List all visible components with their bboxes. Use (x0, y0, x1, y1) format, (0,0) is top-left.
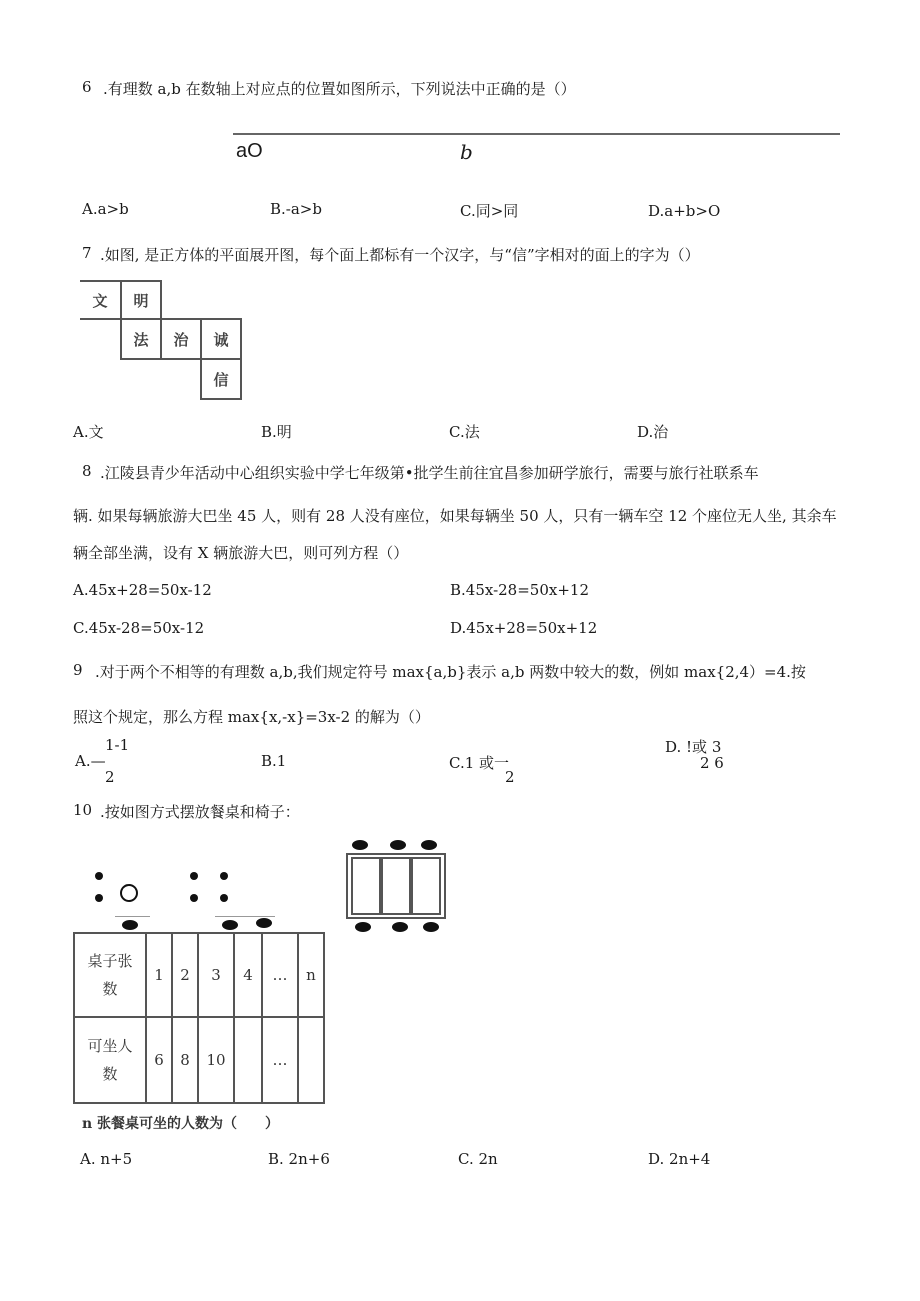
chair-oval (256, 918, 272, 928)
table-cell: 8 (172, 1017, 198, 1103)
q8-number: 8 (82, 462, 92, 480)
chair-dot (220, 872, 228, 880)
q6-number: 6 (82, 78, 92, 96)
cube-face-wen: 文 (80, 280, 122, 320)
q9-option-a-numerator: 1-1 (105, 736, 130, 754)
q7-option-c[interactable]: C.法 (449, 423, 480, 441)
table-cell: 3 (198, 933, 234, 1017)
chair-dot (190, 872, 198, 880)
q7-text: .如图, 是正方体的平面展开图，每个面上都标有一个汉字，与“信”字相对的面上的字为（） (100, 246, 700, 264)
q8-line3: 辆全部坐满，设有 X 辆旅游大巴，则可列方程（） (73, 544, 409, 562)
q9-option-c-label: C.1 或一 (449, 754, 510, 772)
seating-table (73, 932, 325, 1104)
chair-oval (222, 920, 238, 930)
q9-option-d-bottom: 2 6 (700, 754, 724, 772)
chair-dot (95, 894, 103, 902)
table-1 (351, 857, 381, 915)
chair-dot (220, 894, 228, 902)
q7-option-d[interactable]: D.治 (637, 423, 669, 441)
q10-text: .按如图方式摆放餐桌和椅子： (100, 803, 300, 821)
q7-option-a[interactable]: A.文 (73, 423, 104, 441)
table-cell (298, 1017, 324, 1103)
q10-number: 10 (73, 801, 93, 819)
table-cell: 2 (172, 933, 198, 1017)
q10-option-a[interactable]: A. n+5 (80, 1150, 133, 1168)
chair-oval (390, 840, 406, 850)
row-label-tables: 桌子张 数 (74, 933, 146, 1017)
table-cell: 1 (146, 933, 172, 1017)
q6-option-c[interactable]: C.同>同 (460, 202, 519, 220)
table-cell: n (298, 933, 324, 1017)
q9-option-c-denominator: 2 (505, 768, 515, 786)
q10-question: n 张餐桌可坐的人数为（ ） (82, 1116, 280, 1132)
q8-option-d[interactable]: D.45x+28=50x+12 (450, 619, 598, 637)
table-cell: 10 (198, 1017, 234, 1103)
table-cell: … (262, 1017, 298, 1103)
q6-option-a[interactable]: A.a>b (82, 200, 129, 218)
chair-oval (392, 922, 408, 932)
q7-number: 7 (82, 244, 92, 262)
q9-line1: .对于两个不相等的有理数 a,b,我们规定符号 max{a,b}表示 a,b 两数中较大的数，例如 max{2,4）=4.按 (95, 663, 806, 681)
chair-dot (95, 872, 103, 880)
q10-option-b[interactable]: B. 2n+6 (268, 1150, 330, 1168)
row-label-people: 可坐人 数 (74, 1017, 146, 1103)
q8-option-a[interactable]: A.45x+28=50x-12 (73, 581, 212, 599)
chair-dot (190, 894, 198, 902)
table-row (74, 933, 324, 1017)
cube-face-xin: 信 (200, 358, 242, 400)
chair-oval (355, 922, 371, 932)
chair-oval (423, 922, 439, 932)
cube-face-cheng: 诚 (200, 318, 242, 360)
q9-option-a-denominator: 2 (105, 768, 115, 786)
q6-option-b[interactable]: B.-a>b (270, 200, 322, 218)
cube-face-zhi: 治 (160, 318, 202, 360)
table-edge-line (215, 916, 275, 917)
q9-option-d-top: D. !或 3 (665, 738, 722, 756)
q8-line1: .江陵县青少年活动中心组织实验中学七年级第•批学生前往宜昌参加研学旅行，需要与旅行社联系车 (100, 464, 759, 482)
q8-option-c[interactable]: C.45x-28=50x-12 (73, 619, 205, 637)
q7-option-b[interactable]: B.明 (261, 423, 292, 441)
table-cell: 6 (146, 1017, 172, 1103)
number-line-label-a-origin: aO (236, 140, 263, 162)
table-cell (234, 1017, 262, 1103)
table-cell: 4 (234, 933, 262, 1017)
cube-face-ming: 明 (120, 280, 162, 320)
number-line (230, 128, 842, 140)
q6-text: .有理数 a,b 在数轴上对应点的位置如图所示，下列说法中正确的是（） (103, 80, 576, 98)
q6-option-d[interactable]: D.a+b>O (648, 202, 721, 220)
chair-circle (120, 884, 138, 902)
chair-oval (122, 920, 138, 930)
chair-oval (421, 840, 437, 850)
q8-line2: 辆. 如果每辆旅游大巴坐 45 人，则有 28 人没有座位，如果每辆坐 50 人，只有一辆车空 12 个座位无人坐, 其余车 (73, 507, 837, 525)
q9-number: 9 (73, 661, 83, 679)
table-3 (411, 857, 441, 915)
table-row (74, 1017, 324, 1103)
q9-option-b[interactable]: B.1 (261, 752, 287, 770)
q9-option-a-label: A.— (75, 752, 106, 770)
table-edge-line (115, 916, 150, 917)
chair-oval (352, 840, 368, 850)
q8-option-b[interactable]: B.45x-28=50x+12 (450, 581, 589, 599)
q10-option-c[interactable]: C. 2n (458, 1150, 498, 1168)
q9-line2: 照这个规定，那么方程 max{x,-x}=3x-2 的解为（） (73, 708, 430, 726)
cube-face-fa: 法 (120, 318, 162, 360)
number-line-label-b: b (460, 140, 473, 164)
q10-option-d[interactable]: D. 2n+4 (648, 1150, 711, 1168)
table-cell: … (262, 933, 298, 1017)
table-2 (381, 857, 411, 915)
